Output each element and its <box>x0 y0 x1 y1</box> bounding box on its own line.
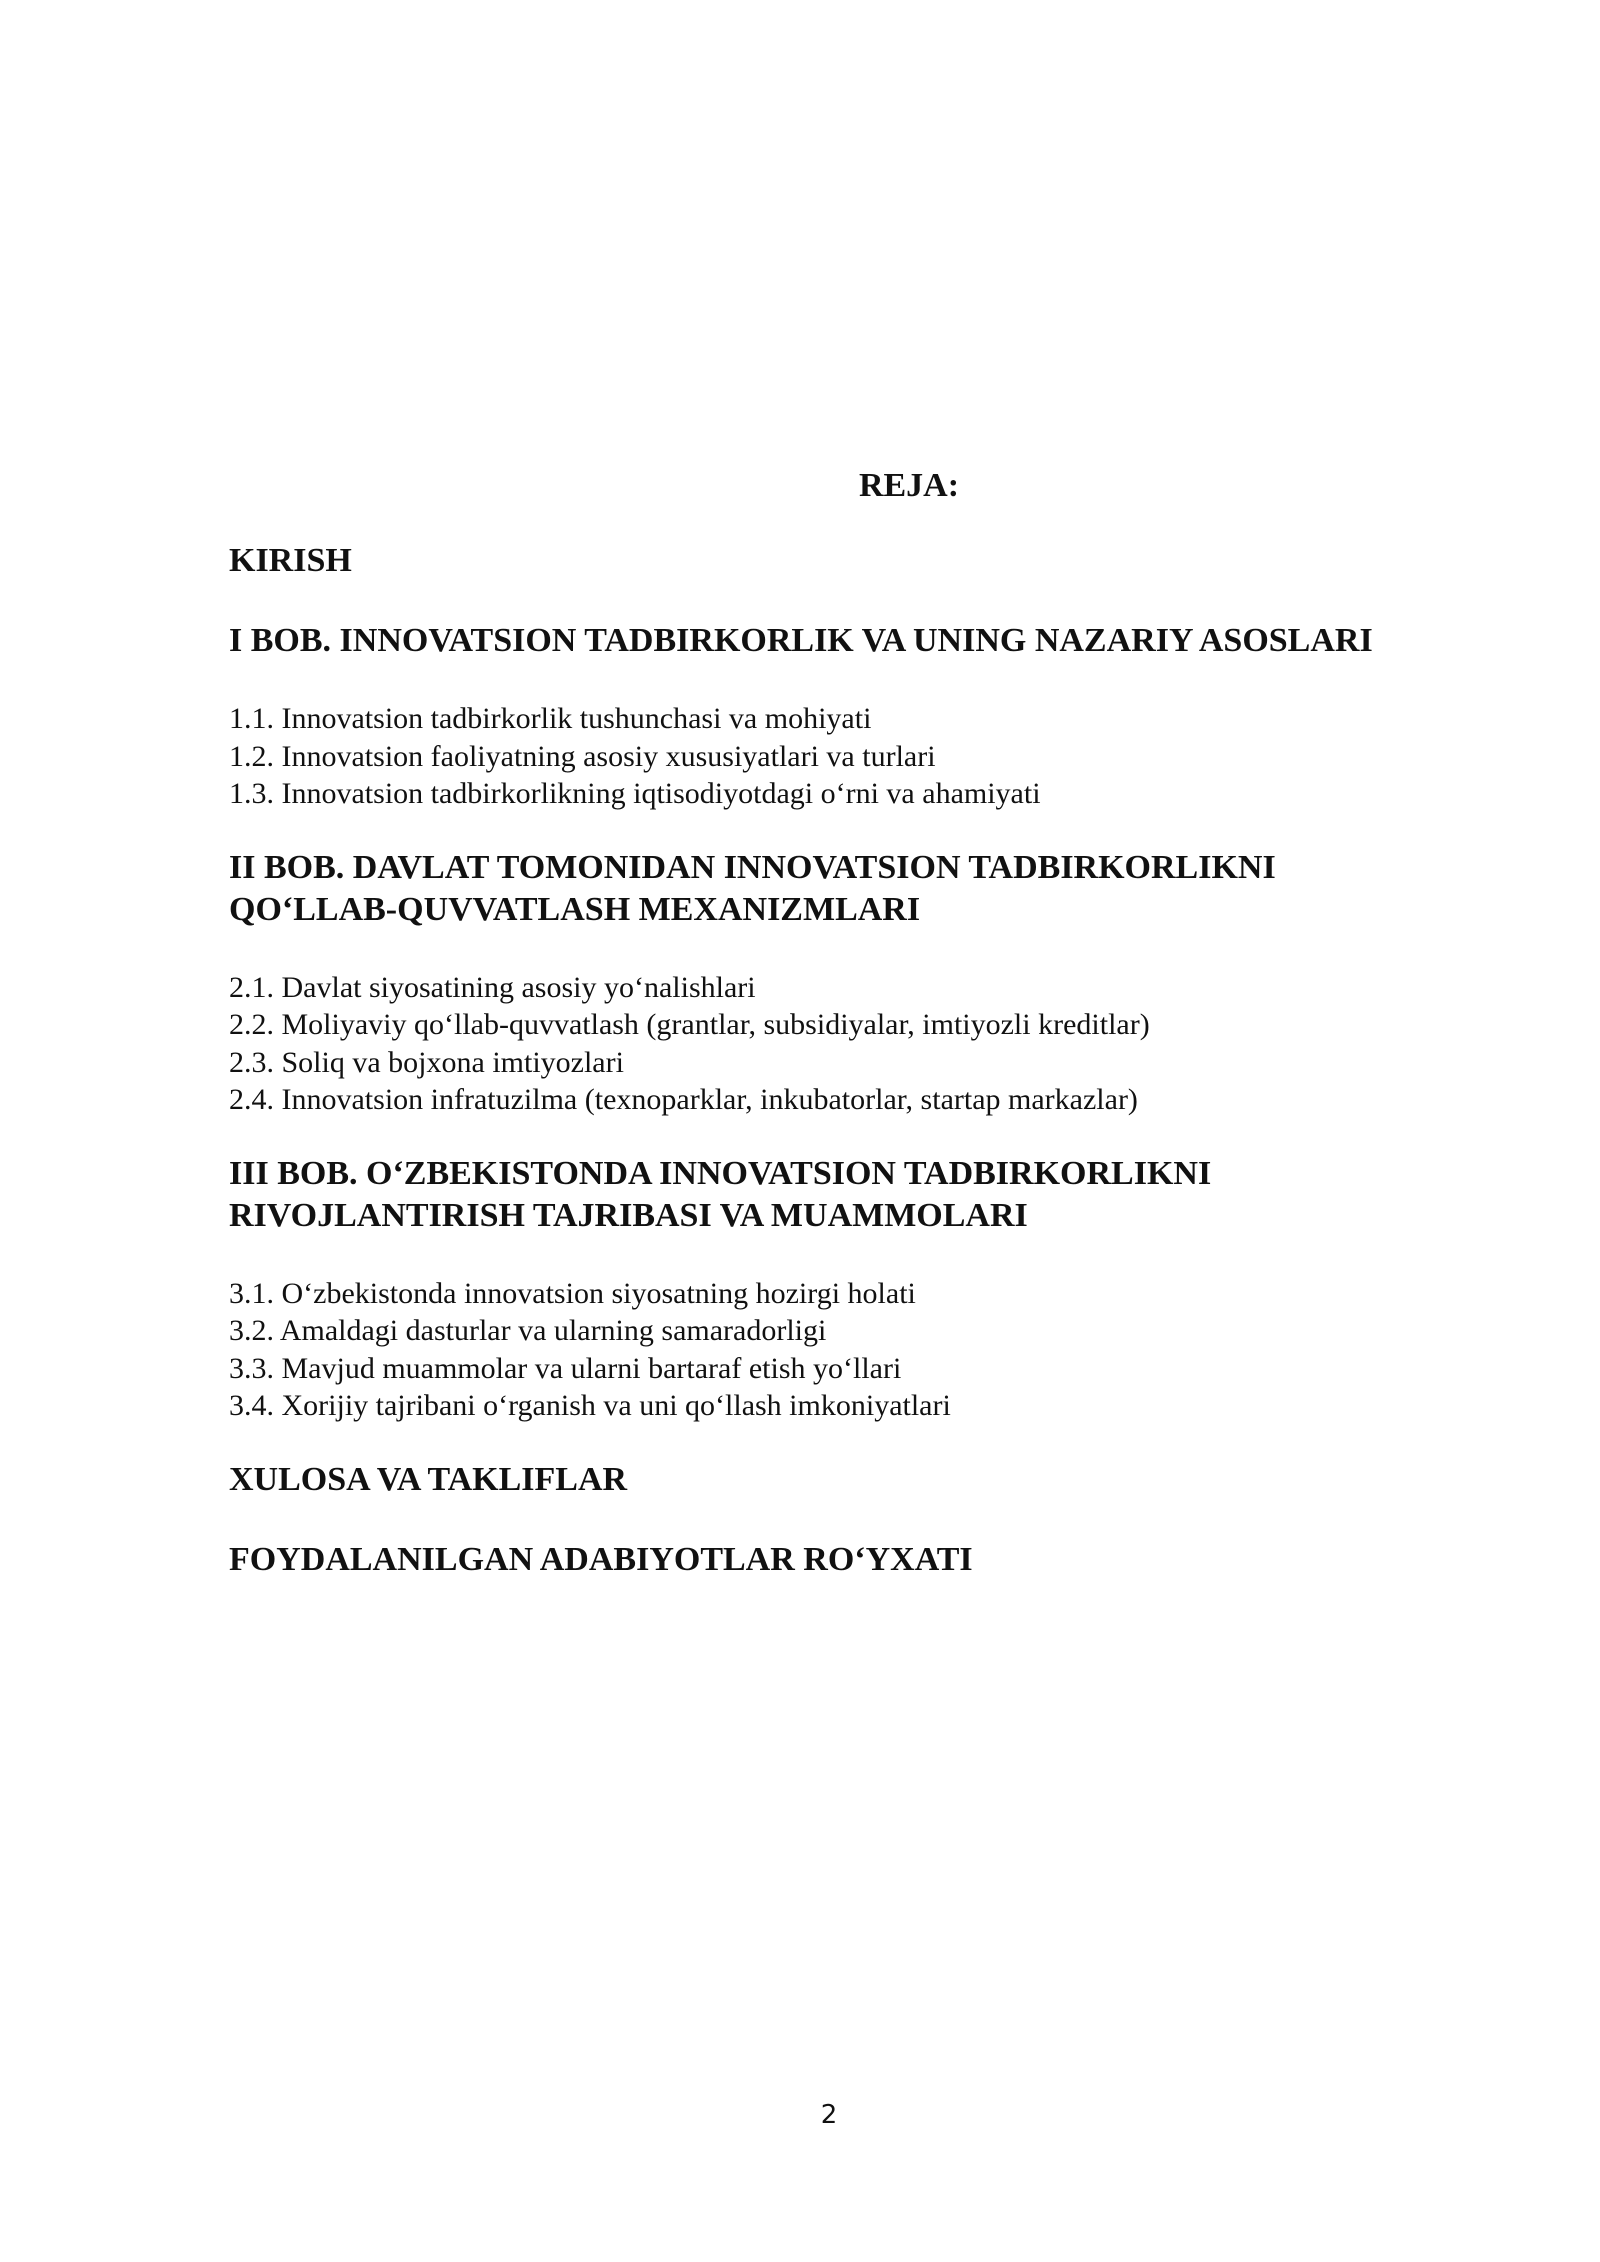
chapter-1-heading: I BOB. INNOVATSION TADBIRKORLIK VA UNING NAZARIY ASOSLARI <box>229 622 1373 659</box>
chapter-3 <box>229 1153 1489 1425</box>
section-3-3: 3.3. Mavjud muammolar va ularni bartaraf etish yo‘llari <box>229 1351 902 1385</box>
section-3-1: 3.1. O‘zbekistonda innovatsion siyosatning hozirgi holati <box>229 1276 916 1310</box>
table-of-contents <box>229 466 1489 1581</box>
spacer <box>229 662 1489 700</box>
chapter-2-heading-line-2: QO‘LLAB-QUVVATLASH MEXANIZMLARI <box>229 890 921 928</box>
section-1-1: 1.1. Innovatsion tadbirkorlik tushunchasi va mohiyati <box>229 702 872 735</box>
chapter-3-heading-line-1: III BOB. O‘ZBEKISTONDA INNOVATSION TADBIRKORLIKNI <box>229 1154 1212 1192</box>
section-3-2: 3.2. Amaldagi dasturlar va ularning samaradorligi <box>229 1314 827 1347</box>
spacer <box>229 1237 1489 1275</box>
plan-title: REJA: <box>858 467 960 504</box>
section-1-2: 1.2. Innovatsion faoliyatning asosiy xususiyatlari va turlari <box>229 739 936 773</box>
references-heading: FOYDALANILGAN ADABIYOTLAR RO‘YXATI <box>229 1540 973 1578</box>
section-2-1: 2.1. Davlat siyosatining asosiy yo‘nalishlari <box>229 970 756 1004</box>
page-number: 2 <box>820 2100 838 2130</box>
spacer <box>229 582 1489 620</box>
section-2-4: 2.4. Innovatsion infratuzilma (texnoparklar, inkubatorlar, startap markazlar) <box>229 1083 1138 1116</box>
spacer <box>229 813 1489 847</box>
spacer <box>229 931 1489 969</box>
section-3-4: 3.4. Xorijiy tajribani o‘rganish va uni qo‘llash imkoniyatlari <box>229 1389 951 1422</box>
section-2-3: 2.3. Soliq va bojxona imtiyozlari <box>229 1045 624 1079</box>
chapter-2-sections <box>229 969 1489 1119</box>
introduction-heading: KIRISH <box>229 542 352 579</box>
chapter-2-heading-line-1: II BOB. DAVLAT TOMONIDAN INNOVATSION TADBIRKORLIKNI <box>229 848 1276 886</box>
spacer <box>229 1119 1489 1153</box>
section-2-2: 2.2. Moliyaviy qo‘llab-quvvatlash (grantlar, subsidiyalar, imtiyozli kreditlar) <box>229 1008 1150 1041</box>
spacer <box>229 1425 1489 1459</box>
section-1-3: 1.3. Innovatsion tadbirkorlikning iqtisodiyotdagi o‘rni va ahamiyati <box>229 777 1041 810</box>
conclusion-heading: XULOSA VA TAKLIFLAR <box>229 1460 628 1498</box>
chapter-3-sections <box>229 1275 1489 1425</box>
spacer <box>229 1501 1489 1539</box>
chapter-1-sections <box>229 700 1489 813</box>
chapter-3-heading-line-2: RIVOJLANTIRISH TAJRIBASI VA MUAMMOLARI <box>229 1196 1028 1234</box>
chapter-2 <box>229 847 1489 1119</box>
chapter-1 <box>229 620 1489 813</box>
